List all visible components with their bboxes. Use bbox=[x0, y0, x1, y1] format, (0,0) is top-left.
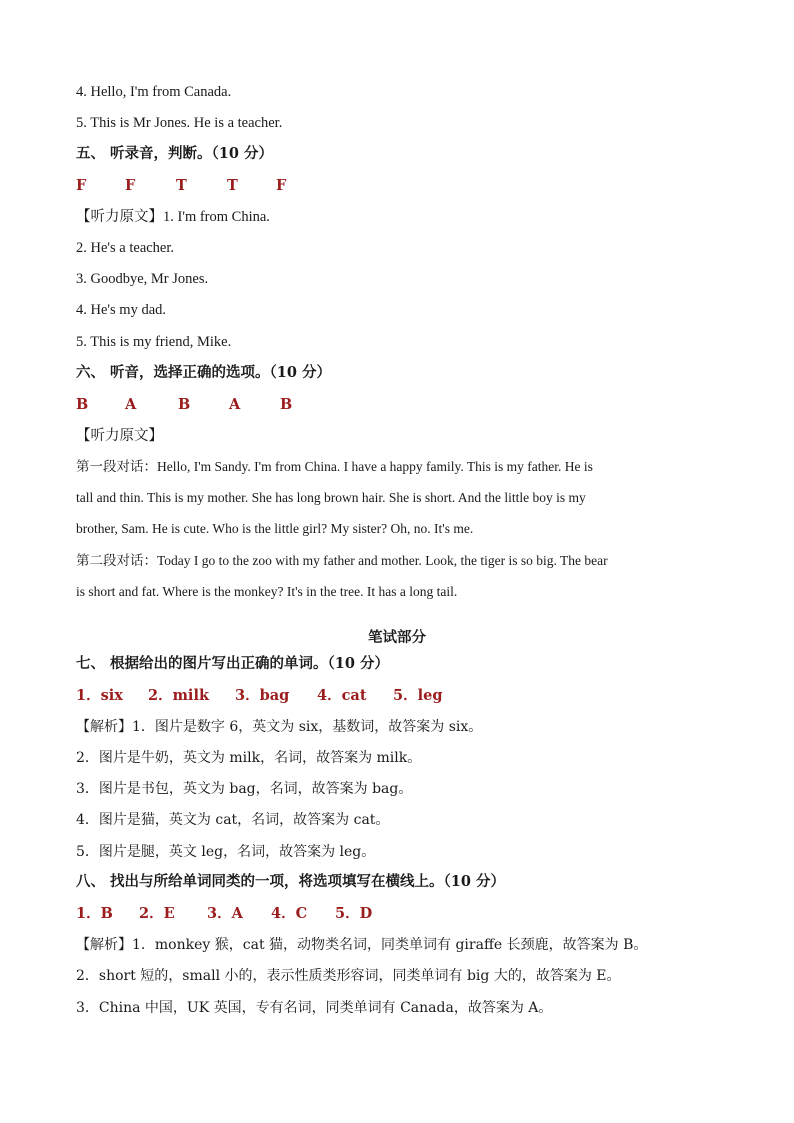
section-6-dialog-2-line-2: is short and fat. Where is the monkey? It's in the tree. It has a long tail. bbox=[76, 584, 458, 599]
answer-2: 2．milk bbox=[148, 687, 209, 704]
answer-3: T bbox=[176, 177, 187, 194]
answer-4: T bbox=[227, 177, 238, 194]
answer-1: F bbox=[76, 177, 87, 194]
section-8-answers bbox=[76, 905, 734, 923]
answer-2: A bbox=[125, 396, 137, 413]
section-6-title: 六、 听音，选择正确的选项。（10 分） bbox=[76, 364, 332, 381]
answer-5: 5．leg bbox=[393, 687, 443, 704]
answer-2: 2．E bbox=[139, 905, 175, 922]
section-5-transcript-2: 2. He's a teacher. bbox=[76, 240, 175, 256]
answer-1: B bbox=[76, 396, 89, 413]
answer-3: 3．A bbox=[207, 905, 243, 922]
section-7-explanation-2: 2．图片是牛奶，英文为 milk，名词，故答案为 milk。 bbox=[76, 750, 422, 766]
section-6-dialog-1-line-3: brother, Sam. He is cute. Who is the little girl? My sister? Oh, no. It's me. bbox=[76, 521, 474, 536]
section-8-title: 八、 找出与所给单词同类的一项，将选项填写在横线上。（10 分） bbox=[76, 873, 506, 890]
section-7-explanation-3: 3．图片是书包，英文为 bag，名词，故答案为 bag。 bbox=[76, 781, 413, 797]
section-6-dialog-1-line-2: tall and thin. This is my mother. She has long brown hair. She is short. And the little boy is my bbox=[76, 490, 586, 505]
answer-4: 4．cat bbox=[317, 687, 367, 704]
section-5-transcript-1: 【听力原文】1. I'm from China. bbox=[76, 209, 270, 225]
answer-5: B bbox=[280, 396, 293, 413]
section-7-explanation-4: 4．图片是猫，英文为 cat，名词，故答案为 cat。 bbox=[76, 812, 390, 828]
section-6-dialog-1-line-1: 第一段对话：Hello, I'm Sandy. I'm from China. I have a happy family. This is my father. He is bbox=[76, 459, 593, 474]
section-7-title: 七、 根据给出的图片写出正确的单词。（10 分） bbox=[76, 655, 390, 672]
section-6-transcript-label: 【听力原文】 bbox=[76, 428, 163, 444]
answer-1: 1．B bbox=[76, 905, 113, 922]
section-6-answers bbox=[76, 396, 734, 414]
section-5-transcript-3: 3. Goodbye, Mr Jones. bbox=[76, 271, 209, 287]
answer-5: 5．D bbox=[335, 905, 373, 922]
listening-item-5: 5. This is Mr Jones. He is a teacher. bbox=[76, 115, 283, 131]
section-5-transcript-5: 5. This is my friend, Mike. bbox=[76, 334, 232, 350]
listening-item-4: 4. Hello, I'm from Canada. bbox=[76, 84, 232, 100]
section-6-dialog-2-line-1: 第二段对话：Today I go to the zoo with my father and mother. Look, the tiger is so big. The bear bbox=[76, 553, 608, 568]
section-5-title: 五、 听录音，判断。（10 分） bbox=[76, 145, 274, 162]
answer-5: F bbox=[276, 177, 287, 194]
section-7-explanation-5: 5．图片是腿，英文 leg，名词，故答案为 leg。 bbox=[76, 844, 376, 860]
section-8-explanation-1: 【解析】1．monkey 猴，cat 猫，动物类名词，同类单词有 giraffe 长颈鹿，故答案为 B。 bbox=[76, 937, 648, 953]
section-7-explanation-1: 【解析】1．图片是数字 6，英文为 six，基数词，故答案为 six。 bbox=[76, 719, 483, 735]
answer-1: 1．six bbox=[76, 687, 123, 704]
answer-4: A bbox=[229, 396, 241, 413]
section-8-explanation-2: 2．short 短的，small 小的，表示性质类形容词，同类单词有 big 大的，故答案为 E。 bbox=[76, 968, 621, 984]
answer-3: B bbox=[178, 396, 191, 413]
written-part-heading: 笔试部分 bbox=[368, 629, 426, 646]
section-7-answers bbox=[76, 687, 734, 705]
answer-4: 4．C bbox=[271, 905, 308, 922]
answer-3: 3．bag bbox=[235, 687, 290, 704]
section-8-explanation-3: 3．China 中国，UK 英国，专有名词，同类单词有 Canada，故答案为 A。 bbox=[76, 1000, 553, 1016]
section-5-transcript-4: 4. He's my dad. bbox=[76, 302, 167, 318]
answer-2: F bbox=[125, 177, 136, 194]
section-5-answers bbox=[76, 177, 734, 195]
